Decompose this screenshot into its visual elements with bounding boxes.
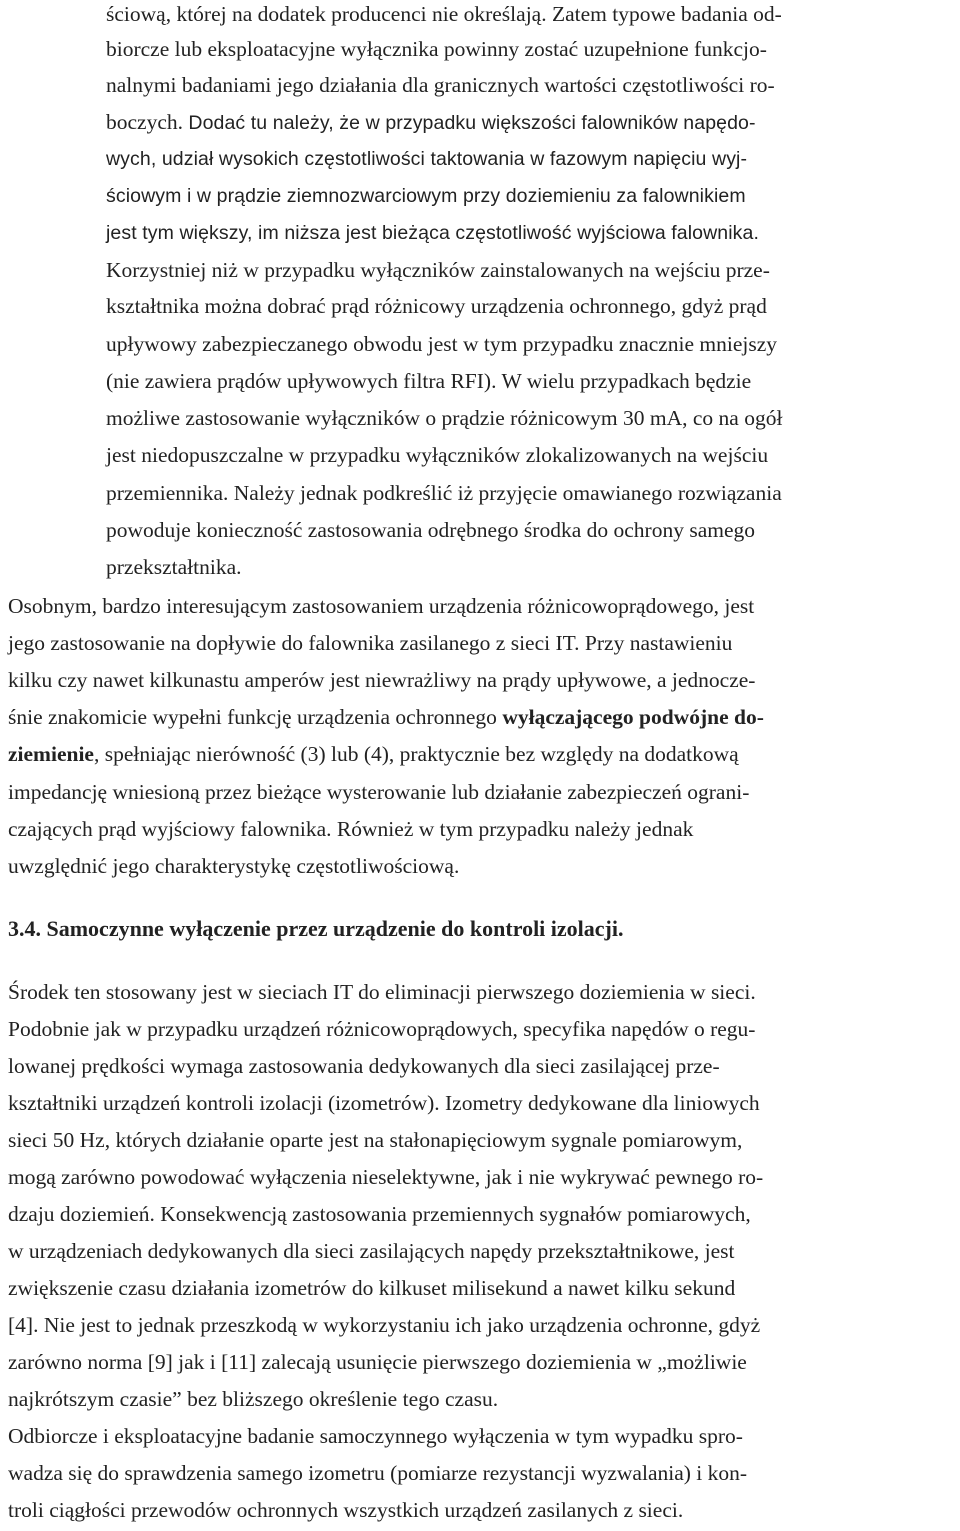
bold-text-run: ziemienie — [8, 742, 94, 766]
text-line: upływowy zabezpieczanego obwodu jest w tym przypadku znacznie mniejszy — [106, 332, 778, 356]
text-run: , spełniając nierówność (3) lub (4), praktycznie bez względy na dodatkową — [93, 742, 739, 766]
text-run: śnie znakomicie wypełni funkcję urządzenia ochronnego — [8, 705, 503, 729]
text-line: ściową, której na dodatek producenci nie określają. Zatem typowe badania od- — [106, 2, 782, 26]
bold-text-run: wyłączającego podwójne do- — [502, 705, 764, 729]
text-line: jest tym większy, im niższa jest bieżąca częstotliwość wyjściowa falownika. — [106, 222, 759, 244]
text-line: sieci 50 Hz, których działanie oparte jest na stałonapięciowym sygnale pomiarowym, — [8, 1128, 743, 1152]
text-line: troli ciągłości przewodów ochronnych wszystkich urządzeń zasilanych z sieci. — [8, 1498, 684, 1522]
text-line: jest niedopuszczalne w przypadku wyłączników zlokalizowanych na wejściu — [106, 443, 769, 467]
text-line — [8, 740, 739, 768]
text-line: przekształtnika. — [106, 555, 242, 579]
text-line: Korzystniej niż w przypadku wyłączników zainstalowanych na wejściu prze- — [106, 258, 770, 282]
text-line: czających prąd wyjściowy falownika. Również w tym przypadku należy jednak — [8, 817, 694, 841]
text-line: lowanej prędkości wymaga zastosowania dedykowanych dla sieci zasilającej prze- — [8, 1054, 720, 1078]
text-line: kilku czy nawet kilkunastu amperów jest niewrażliwy na prądy upływowe, a jednocze- — [8, 668, 756, 692]
text-line: mogą zarówno powodować wyłączenia nieselektywne, jak i nie wykrywać pewnego ro- — [8, 1165, 764, 1189]
text-line: możliwe zastosowanie wyłączników o prądzie różnicowym 30 mA, co na ogół — [106, 406, 783, 430]
text-line: impedancję wniesioną przez bieżące wysterowanie lub działanie zabezpieczeń ograni- — [8, 780, 750, 804]
text-line — [106, 108, 756, 137]
text-line: Środek ten stosowany jest w sieciach IT do eliminacji pierwszego doziemienia w sieci. — [8, 980, 756, 1004]
text-line: (nie zawiera prądów upływowych filtra RFI). W wielu przypadkach będzie — [106, 369, 752, 393]
text-line: zwiększenie czasu działania izometrów do kilkuset milisekund a nawet kilku sekund — [8, 1276, 736, 1300]
text-run: boczych. — [106, 110, 184, 134]
text-line — [8, 703, 764, 731]
text-line: ściowym i w prądzie ziemnozwarciowym przy doziemieniu za falownikiem — [106, 185, 746, 207]
text-line: wadza się do sprawdzenia samego izometru (pomiarze rezystancji wyzwalania) i kon- — [8, 1461, 748, 1485]
text-line: uwzględnić jego charakterystykę częstotliwościową. — [8, 854, 460, 878]
text-line: zarówno norma [9] jak i [11] zalecają usunięcie pierwszego doziemienia w „możliwie — [8, 1350, 747, 1374]
text-line: kształtnika można dobrać prąd różnicowy urządzenia ochronnego, gdyż prąd — [106, 294, 767, 318]
text-line: kształtniki urządzeń kontroli izolacji (izometrów). Izometry dedykowane dla liniowych — [8, 1091, 760, 1115]
text-line: Podobnie jak w przypadku urządzeń różnicowoprądowych, specyfika napędów o regu- — [8, 1017, 756, 1041]
text-line: Odbiorcze i eksploatacyjne badanie samoczynnego wyłączenia w tym wypadku spro- — [8, 1424, 743, 1448]
text-line: Osobnym, bardzo interesującym zastosowaniem urządzenia różnicowoprądowego, jest — [8, 594, 755, 618]
text-line: nalnymi badaniami jego działania dla granicznych wartości częstotliwości ro- — [106, 73, 775, 97]
text-run-sans: Dodać tu należy, że w przypadku większości falowników napędo- — [188, 112, 756, 134]
text-line: wych, udział wysokich częstotliwości taktowania w fazowym napięciu wyj- — [106, 148, 748, 170]
section-heading: 3.4. Samoczynne wyłączenie przez urządzenie do kontroli izolacji. — [8, 916, 624, 941]
text-line: przemiennika. Należy jednak podkreślić iż przyjęcie omawianego rozwiązania — [106, 481, 782, 505]
text-line: najkrótszym czasie” bez bliższego określenie tego czasu. — [8, 1387, 499, 1411]
text-line: dzaju doziemień. Konsekwencją zastosowania przemiennych sygnałów pomiarowych, — [8, 1202, 751, 1226]
text-line: [4]. Nie jest to jednak przeszkodą w wykorzystaniu ich jako urządzenia ochronne, gdyż — [8, 1313, 761, 1337]
text-line: biorcze lub eksploatacyjne wyłącznika powinny zostać uzupełnione funkcjo- — [106, 37, 767, 61]
text-line: jego zastosowanie na dopływie do falownika zasilanego z sieci IT. Przy nastawieniu — [8, 631, 733, 655]
text-line: w urządzeniach dedykowanych dla sieci zasilających napędy przekształtnikowe, jest — [8, 1239, 735, 1263]
text-line: powoduje konieczność zastosowania odrębnego środka do ochrony samego — [106, 518, 755, 542]
